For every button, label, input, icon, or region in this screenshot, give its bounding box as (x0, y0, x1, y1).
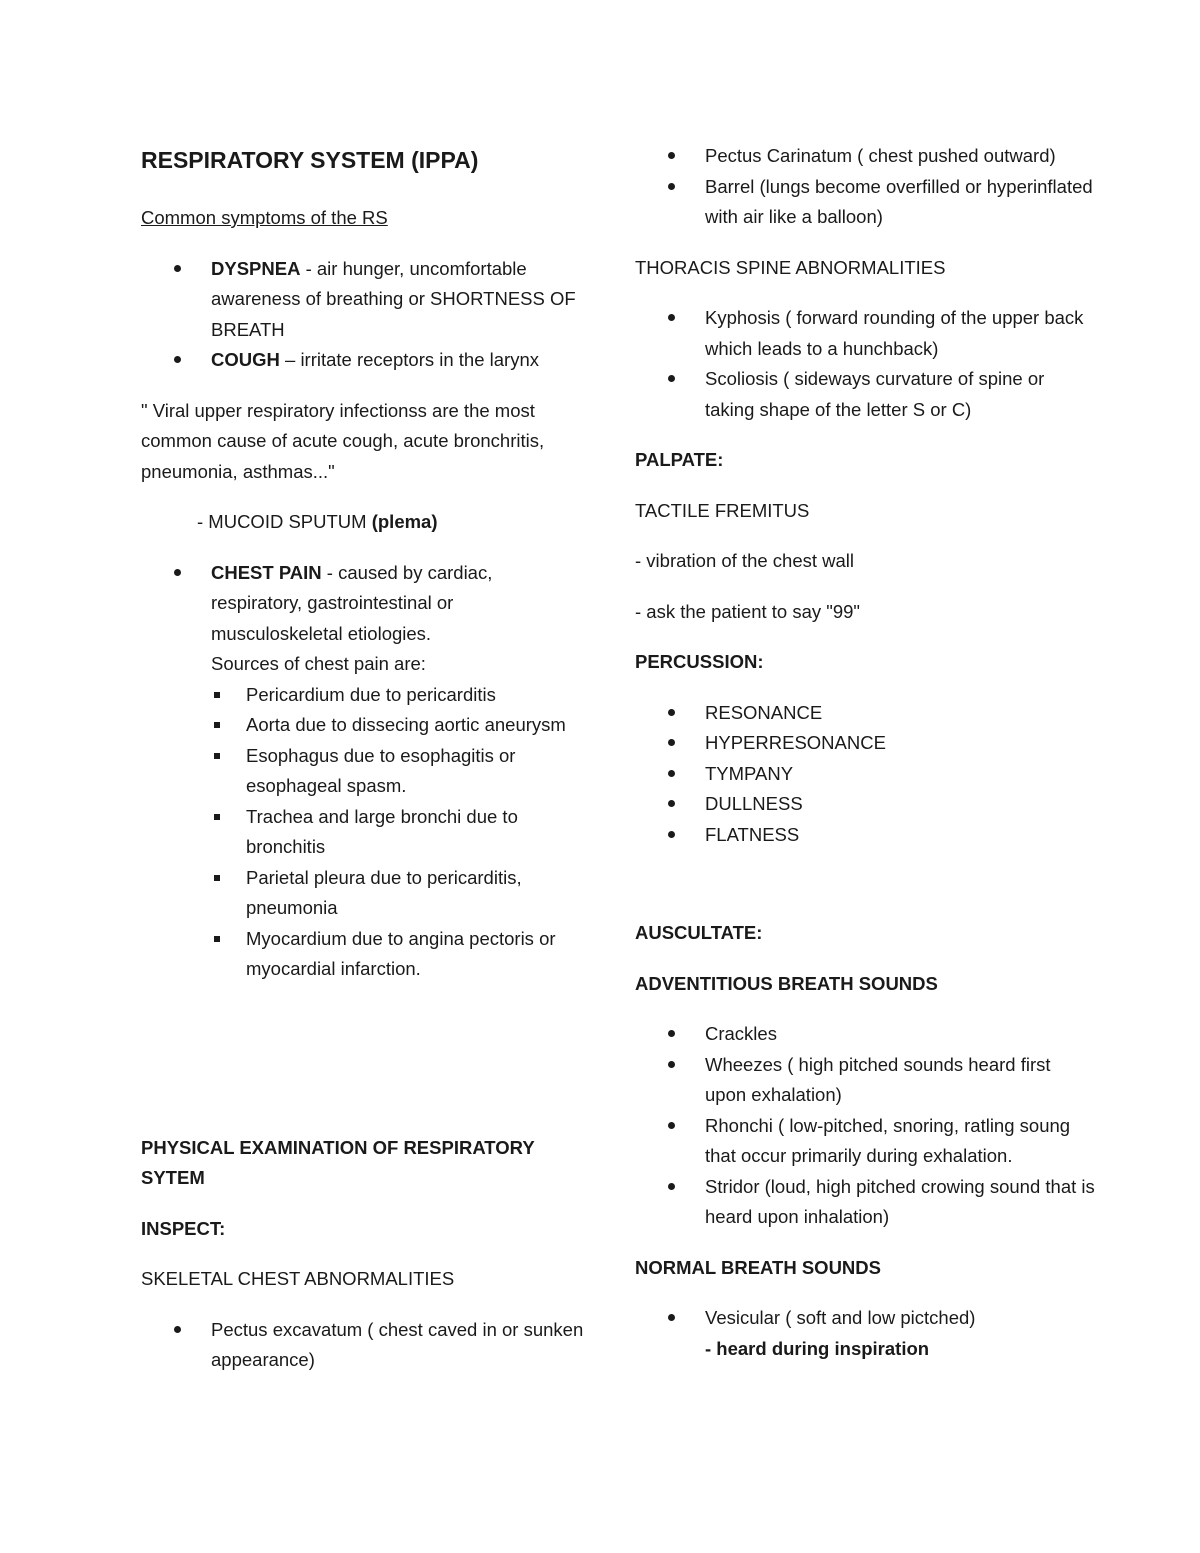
adventitious-heading: ADVENTITIOUS BREATH SOUNDS (635, 972, 938, 994)
sub-list-item: Myocardium due to angina pectoris or myocardial infarction. (211, 924, 586, 985)
normal-item: Vesicular ( soft and low pictched) (705, 1307, 976, 1328)
mucoid-bold: (plema) (371, 511, 438, 532)
list-item: Wheezes ( high pitched sounds heard first upon exhalation) (635, 1050, 1095, 1111)
list-item: DULLNESS (635, 789, 1095, 820)
symptoms-heading: Common symptoms of the RS (141, 207, 388, 228)
symptoms-list (141, 254, 586, 376)
list-item: HYPERRESONANCE (635, 728, 1095, 759)
skeletal-heading: SKELETAL CHEST ABNORMALITIES (141, 1268, 455, 1289)
list-item (635, 1303, 1095, 1364)
pe-heading: PHYSICAL EXAMINATION OF RESPIRATORY SYTEM (141, 1136, 535, 1188)
list-item: Stridor (loud, high pitched crowing sound that is heard upon inhalation) (635, 1172, 1095, 1233)
right-column (635, 141, 1095, 1384)
normal-item-note: - heard during inspiration (705, 1337, 930, 1359)
term-desc: - caused by cardiac, respiratory, gastrointestinal or musculoskeletal etiologies. (211, 561, 493, 644)
thoracis-list (635, 303, 1095, 425)
term: DYSPNEA (211, 257, 301, 279)
list-item: Pectus excavatum ( chest caved in or sunken appearance) (141, 1315, 586, 1376)
normal-list (635, 1303, 1095, 1364)
percussion-heading: PERCUSSION: (635, 651, 764, 672)
chest-pain-list (141, 558, 586, 985)
term-desc: – irritate receptors in the larynx (279, 349, 539, 370)
list-item: Rhonchi ( low-pitched, snoring, ratling soung that occur primarily during exhalation. (635, 1111, 1095, 1172)
sources-list (211, 680, 586, 985)
sources-label: Sources of chest pain are: (211, 653, 426, 674)
list-item: TYMPANY (635, 759, 1095, 790)
tactile-desc-1: - vibration of the chest wall (635, 550, 855, 571)
sub-list-item: Trachea and large bronchi due to bronchitis (211, 802, 586, 863)
skeletal-list-continued (635, 141, 1095, 233)
term-desc: - air hunger, uncomfortable awareness of breathing or SHORTNESS OF BREATH (211, 257, 576, 340)
spacer (635, 870, 1095, 918)
list-item: Scoliosis ( sideways curvature of spine or taking shape of the letter S or C) (635, 364, 1095, 425)
list-item: Crackles (635, 1019, 1095, 1050)
left-column (141, 141, 586, 1396)
quote: " Viral upper respiratory infectionss are the most common cause of acute cough, acute bronchritis, pneumonia, asthmas..." (141, 399, 545, 482)
list-item: Kyphosis ( forward rounding of the upper back which leads to a hunchback) (635, 303, 1095, 364)
mucoid-line (141, 507, 586, 538)
list-item: FLATNESS (635, 820, 1095, 851)
spacer (141, 1005, 586, 1133)
percussion-list (635, 698, 1095, 851)
tactile-desc-2: - ask the patient to say "99" (635, 600, 860, 622)
skeletal-list (141, 1315, 586, 1376)
list-item: Pectus Carinatum ( chest pushed outward) (635, 141, 1095, 172)
term: CHEST PAIN (211, 561, 322, 583)
inspect-heading: INSPECT: (141, 1217, 226, 1239)
list-item (141, 558, 586, 985)
sub-list-item: Aorta due to dissecing aortic aneurysm (211, 710, 586, 741)
list-item: Barrel (lungs become overfilled or hyperinflated with air like a balloon) (635, 172, 1095, 233)
list-item (141, 345, 586, 376)
palpate-heading: PALPATE: (635, 449, 724, 470)
adventitious-list (635, 1019, 1095, 1233)
sub-list-item: Parietal pleura due to pericarditis, pneumonia (211, 863, 586, 924)
term: COUGH (211, 349, 280, 370)
page-title: RESPIRATORY SYSTEM (IPPA) (141, 147, 479, 173)
tactile-heading: TACTILE FREMITUS (635, 499, 810, 521)
auscultate-heading: AUSCULTATE: (635, 922, 763, 943)
list-item (141, 254, 586, 346)
thoracis-heading: THORACIS SPINE ABNORMALITIES (635, 256, 946, 278)
sub-list-item: Pericardium due to pericarditis (211, 680, 586, 711)
sub-list-item: Esophagus due to esophagitis or esophageal spasm. (211, 741, 586, 802)
mucoid-text: - MUCOID SPUTUM (197, 511, 372, 532)
normal-heading: NORMAL BREATH SOUNDS (635, 1256, 881, 1278)
list-item: RESONANCE (635, 698, 1095, 729)
